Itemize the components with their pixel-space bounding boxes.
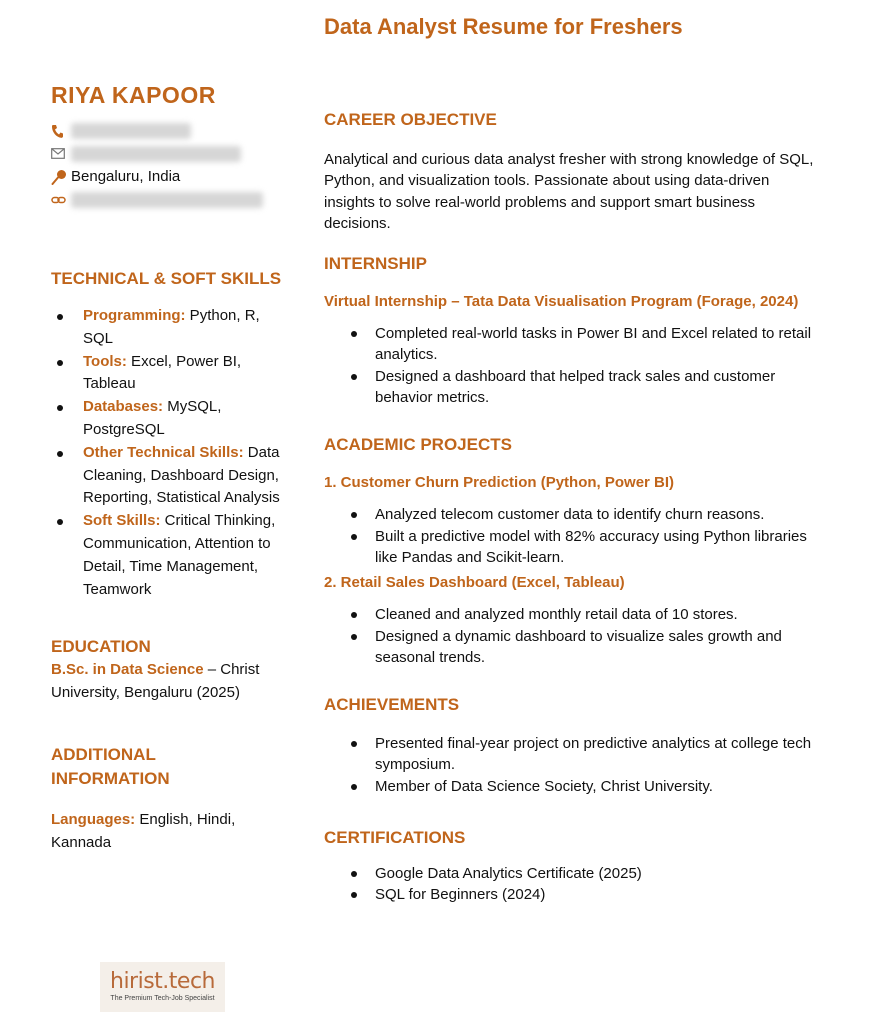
contact-link: [51, 188, 283, 211]
contact-email: [51, 142, 283, 165]
document-title: Data Analyst Resume for Freshers: [324, 14, 683, 39]
candidate-name: RIYA KAPOOR: [51, 82, 216, 108]
list-item: Designed a dynamic dashboard to visualize sales growth and seasonal trends.: [324, 626, 814, 669]
skill-text: Data Cleaning, Dashboard Design, Reporting, Statistical Analysis: [83, 443, 280, 507]
skill-label: Soft Skills:: [83, 512, 161, 530]
right-column: [324, 108, 814, 906]
logo-tagline: The Premium Tech-Job Specialist: [110, 995, 215, 1002]
project-list: [324, 504, 814, 568]
skills-heading: TECHNICAL & SOFT SKILLS: [51, 269, 282, 288]
list-item: Presented final-year project on predictive analytics at college tech symposium.: [324, 733, 814, 776]
list-item: [51, 305, 283, 351]
certifications-list: [324, 863, 814, 906]
list-item: Member of Data Science Society, Christ University.: [324, 776, 814, 797]
phone-icon: [51, 124, 71, 138]
list-item: [51, 442, 283, 510]
objective-heading: CAREER OBJECTIVE: [324, 110, 497, 129]
education-heading: EDUCATION: [51, 637, 151, 657]
internship-heading: INTERNSHIP: [324, 254, 427, 274]
languages-text: English, Hindi, Kannada: [51, 810, 236, 851]
skill-label: Tools:: [83, 352, 127, 370]
list-item: Completed real-world tasks in Power BI and Excel related to retail analytics.: [324, 323, 814, 366]
left-column: [51, 82, 283, 855]
mail-icon: [51, 148, 71, 159]
phone-redacted: [71, 123, 191, 139]
certifications-heading: CERTIFICATIONS: [324, 828, 466, 848]
degree: B.Sc. in Data Science: [51, 661, 204, 679]
list-item: [51, 510, 283, 601]
project-list: [324, 604, 814, 668]
objective-text: Analytical and curious data analyst fresher with strong knowledge of SQL, Python, and visualization tools. Passionate about using data-driven insights to solve real-world problems and support smart business decisions.: [324, 151, 814, 232]
logo-text: hirist.tech: [110, 969, 215, 994]
languages-entry: [51, 809, 283, 855]
skill-text: MySQL, PostgreSQL: [83, 398, 222, 438]
project-title: 2. Retail Sales Dashboard (Excel, Tableau): [324, 574, 625, 592]
projects-heading: ACADEMIC PROJECTS: [324, 435, 512, 455]
list-item: Built a predictive model with 82% accuracy using Python libraries like Pandas and Scikit-learn.: [324, 526, 814, 569]
skill-text: Critical Thinking, Communication, Attention to Detail, Time Management, Teamwork: [83, 512, 276, 598]
email-redacted: [71, 146, 241, 162]
skill-text: Excel, Power BI, Tableau: [83, 352, 242, 393]
list-item: Analyzed telecom customer data to identify churn reasons.: [324, 504, 814, 525]
list-item: Designed a dashboard that helped track sales and customer behavior metrics.: [324, 366, 814, 409]
achievements-heading: ACHIEVEMENTS: [324, 695, 460, 715]
contact-phone: [51, 119, 283, 142]
list-item: [51, 396, 283, 442]
hirist-logo: [100, 962, 225, 1012]
contact-location: [51, 165, 283, 188]
link-redacted: [71, 192, 263, 208]
list-item: SQL for Beginners (2024): [324, 884, 814, 905]
list-item: Google Data Analytics Certificate (2025): [324, 863, 814, 884]
list-item: Cleaned and analyzed monthly retail data of 10 stores.: [324, 604, 814, 625]
internship-title: Virtual Internship – Tata Data Visualisation Program (Forage, 2024): [324, 293, 799, 311]
skill-label: Other Technical Skills:: [83, 443, 244, 461]
project-title: 1. Customer Churn Prediction (Python, Power BI): [324, 474, 675, 492]
achievements-list: [324, 733, 814, 797]
institution: – Christ University, Bengaluru (2025): [51, 661, 260, 702]
list-item: [51, 351, 283, 397]
location-pin-icon: [51, 169, 71, 185]
skills-list: [51, 305, 283, 601]
skill-label: Programming:: [83, 307, 186, 324]
additional-heading: ADDITIONAL INFORMATION: [51, 744, 170, 788]
education-entry: [51, 659, 283, 705]
skill-text: Python, R, SQL: [83, 307, 260, 347]
languages-label: Languages:: [51, 810, 136, 828]
skill-label: Databases:: [83, 398, 164, 416]
location-text: Bengaluru, India: [71, 168, 181, 185]
internship-list: [324, 323, 814, 408]
link-icon: [51, 195, 71, 205]
